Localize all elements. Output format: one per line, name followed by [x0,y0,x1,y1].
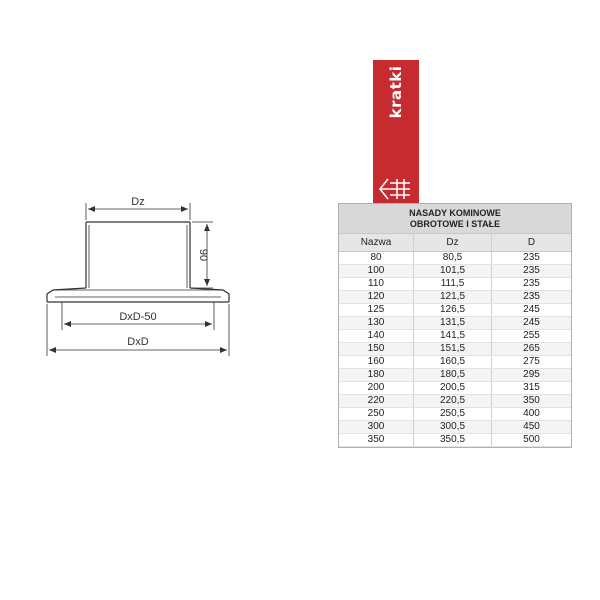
cell-nazwa: 350 [367,434,385,445]
table-row [339,369,571,382]
header-d: D [491,234,571,251]
cell-d: 275 [491,356,571,368]
cell-d: 350 [491,395,571,407]
table-header [339,233,571,252]
table-row [339,291,571,304]
table-row [339,356,571,369]
cell-dz: 121,5 [413,291,491,303]
table-row [339,330,571,343]
dz-label: Dz [131,196,145,208]
table-body [339,252,571,447]
height-label: 90 [197,248,209,262]
cell-nazwa: 150 [367,343,385,354]
brand-logo-icon [376,174,416,204]
cell-dz: 350,5 [413,434,491,446]
dxd-label: DxD [127,336,149,348]
cell-nazwa: 140 [367,330,385,341]
table-title-line1: NASADY KOMINOWE [409,208,501,218]
cell-nazwa: 300 [367,421,385,432]
cell-dz: 220,5 [413,395,491,407]
cell-dz: 300,5 [413,421,491,433]
table-row [339,278,571,291]
cell-dz: 111,5 [413,278,491,290]
table-row [339,395,571,408]
cell-d: 235 [491,252,571,264]
cell-nazwa: 220 [367,395,385,406]
cell-d: 265 [491,343,571,355]
cell-dz: 126,5 [413,304,491,316]
table-row [339,252,571,265]
table-row [339,343,571,356]
cell-d: 450 [491,421,571,433]
cell-nazwa: 120 [367,291,385,302]
collar-outline [86,222,190,288]
table-row [339,317,571,330]
table-row [339,421,571,434]
table-row [339,382,571,395]
header-dz: Dz [413,234,491,251]
header-nazwa: Nazwa [360,237,392,248]
cell-dz: 80,5 [413,252,491,264]
cell-nazwa: 200 [367,382,385,393]
table-row [339,434,571,447]
cell-d: 295 [491,369,571,381]
cell-dz: 250,5 [413,408,491,420]
cell-dz: 131,5 [413,317,491,329]
flange-outline [47,288,229,302]
cell-d: 245 [491,304,571,316]
cell-d: 400 [491,408,571,420]
cell-d: 315 [491,382,571,394]
cell-d: 235 [491,265,571,277]
cell-d: 245 [491,317,571,329]
cell-dz: 141,5 [413,330,491,342]
cell-dz: 180,5 [413,369,491,381]
cell-nazwa: 100 [367,265,385,276]
cell-nazwa: 110 [368,278,384,289]
brand-name: kratki [387,65,405,119]
cell-dz: 160,5 [413,356,491,368]
table-title [339,204,571,233]
cell-d: 235 [491,291,571,303]
cell-d: 235 [491,278,571,290]
dxd-minus-label: DxD-50 [119,311,157,323]
cell-nazwa: 80 [370,252,382,263]
table-row [339,304,571,317]
table-row [339,265,571,278]
table-title-line2: OBROTOWE I STAŁE [409,219,501,229]
cell-dz: 200,5 [413,382,491,394]
cell-nazwa: 130 [367,317,385,328]
cell-nazwa: 180 [367,369,385,380]
cell-nazwa: 160 [367,356,385,367]
cell-dz: 151,5 [413,343,491,355]
cell-dz: 101,5 [413,265,491,277]
spec-table [338,203,572,448]
cell-d: 500 [491,434,571,446]
cell-nazwa: 125 [367,304,385,315]
cell-nazwa: 250 [367,408,385,419]
cell-d: 255 [491,330,571,342]
table-row [339,408,571,421]
